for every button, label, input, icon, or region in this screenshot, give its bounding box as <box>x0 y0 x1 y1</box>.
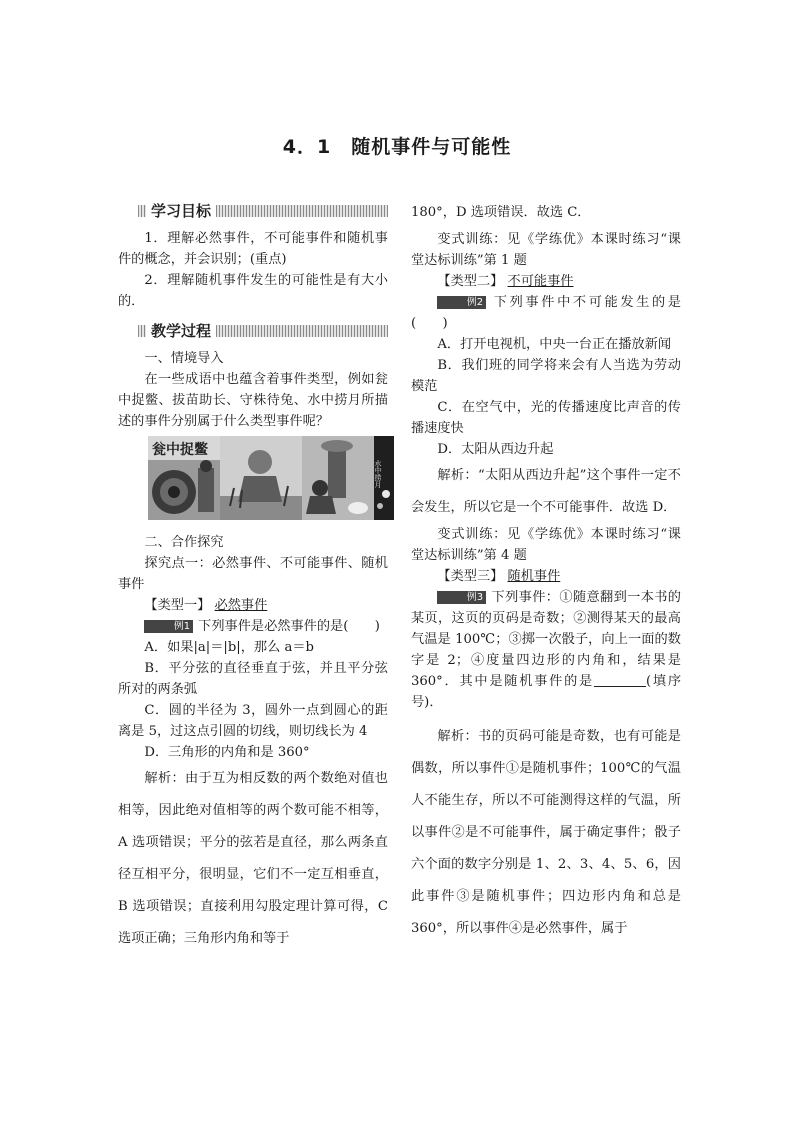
example3-stem <box>411 587 681 713</box>
example1-option-d: D．三角形的内角和是 360° <box>144 745 310 760</box>
example2-option-d: D．太阳从西边升起 <box>437 442 554 457</box>
example3-stem-a: 下列事件：①随意翻到一本书的某页，这页的页码是奇数；②测得某天的最高气温是 100℃；③掷一次骰子，向上一面的数字是 2；④度量四边形的内角和，结果是 360°．其中是随机事件的是 <box>411 590 681 689</box>
example1-stem: 下列事件是必然事件的是( ) <box>198 619 380 634</box>
example1-stem-line <box>118 616 388 637</box>
practice2: 变式训练：见《学练优》本课时练习“课堂达标训练”第 4 题 <box>411 527 681 563</box>
example2-option-a: A．打开电视机，中央一台正在播放新闻 <box>437 337 672 352</box>
photo-turtle-art <box>148 436 220 520</box>
explore-point: 探究点一：必然事件、不可能事件、随机事件 <box>118 556 388 592</box>
type3-heading <box>411 566 681 587</box>
section-header-process <box>118 320 388 342</box>
example2-stem-line <box>411 292 681 334</box>
intro-heading: 一、情境导入 <box>144 351 224 366</box>
photo-turtle-in-jar <box>148 436 220 520</box>
type1-prefix: 【类型一】 <box>144 598 211 613</box>
example1-analysis: 解析：由于互为相反数的两个数绝对值也相等，因此绝对值相等的两个数可能不相等，A 选项错误；平分的弦若是直径，那么两条直径互相平分，很明显，它们不一定互相垂直，B 选项错误；直接利用勾股定理计算可得，C 选项正确；三角形内角和等于 <box>118 771 388 946</box>
intro-text: 在一些成语中也蕴含着事件类型，例如瓮中捉鳖、拔苗助长、守株待兔、水中捞月所描述的事件分别属于什么类型事件呢？ <box>118 372 388 429</box>
example1-analysis-cont: 180°，D 选项错误．故选 C． <box>411 205 591 220</box>
example2-option-c: C．在空气中，光的传播速度比声音的传播速度快 <box>411 400 681 436</box>
example2-tag: 例2 <box>437 296 486 309</box>
goal-item-2: 2．理解随机事件发生的可能性是有大小的． <box>118 273 388 309</box>
type1-name: 必然事件 <box>214 598 268 613</box>
photo-pulling-seedlings <box>220 436 302 520</box>
type2-prefix: 【类型二】 <box>437 274 504 289</box>
section-label-process: 教学过程 <box>146 320 216 342</box>
example3-analysis: 解析：书的页码可能是奇数，也有可能是偶数，所以事件①是随机事件；100℃的气温人不能生存，所以不可能测得这样的气温，所以事件②是不可能事件，属于确定事件；骰子六个面的数字分别是 1、2、3、4、5、6，因此事件③是随机事件；四边形内角和总是 360°，所以事件④是必然事件，属于 <box>411 729 681 936</box>
example3-tag: 例3 <box>437 591 486 604</box>
example2-option-b: B．我们班的同学将来会有人当选为劳动模范 <box>411 358 681 394</box>
type1-heading <box>118 595 388 616</box>
practice1: 变式训练：见《学练优》本课时练习“课堂达标训练”第 1 题 <box>411 232 681 268</box>
example2-analysis: 解析：“太阳从西边升起”这个事件一定不会发生，所以它是一个不可能事件．故选 D． <box>411 468 681 515</box>
right-column <box>411 202 681 945</box>
section-header-goals <box>118 200 388 222</box>
section-label-goals: 学习目标 <box>146 200 216 222</box>
page-title: 4．1 随机事件与可能性 <box>282 136 512 158</box>
photo-seedlings-art <box>220 436 302 520</box>
type2-heading <box>411 271 681 292</box>
example2-stem: 下列事件中不可能发生的是( ) <box>411 295 681 331</box>
example1-tag: 例1 <box>144 620 193 633</box>
example1-option-c: C．圆的半径为 3，圆外一点到圆心的距离是 5，过这点引圆的切线，则切线长为 4 <box>118 703 388 739</box>
type3-name: 随机事件 <box>507 569 561 584</box>
goal-item-1: 1．理解必然事件，不可能事件和随机事件的概念，并会识别；(重点) <box>118 231 388 267</box>
type2-name: 不可能事件 <box>507 274 574 289</box>
photo-rabbit-art <box>302 436 374 520</box>
photo-caption: 瓮中捉鳖 <box>152 442 208 458</box>
type3-prefix: 【类型三】 <box>437 569 504 584</box>
idiom-photos <box>118 436 388 522</box>
photo-waiting-rabbit <box>302 436 374 520</box>
answer-blank[interactable] <box>594 673 646 687</box>
example1-option-b: B．平分弦的直径垂直于弦，并且平分弦所对的两条弧 <box>118 661 388 697</box>
left-column <box>118 200 388 955</box>
photo-moon-art <box>374 436 394 520</box>
example3-stem-b: (填序号)． <box>411 674 682 710</box>
example1-option-a: A．如果|a|＝|b|，那么 a＝b <box>144 640 314 655</box>
explore-heading: 二、合作探究 <box>144 535 224 550</box>
photo-caption-2: 水中捞月 <box>374 460 382 488</box>
photo-moon-in-water <box>374 436 394 520</box>
